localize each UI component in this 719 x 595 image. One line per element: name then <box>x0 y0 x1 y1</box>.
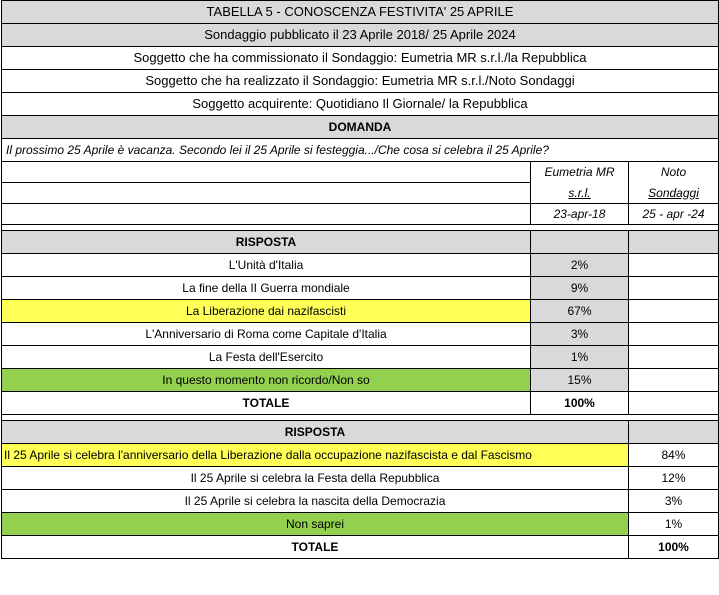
col2-name-line1: Noto <box>629 162 719 183</box>
table-row <box>2 467 719 490</box>
answer-value: 67% <box>531 300 629 323</box>
answer-value: 15% <box>531 369 629 392</box>
answer-label: Non saprei <box>2 513 629 536</box>
section1-total-row <box>2 392 719 415</box>
column-header-blank <box>2 204 531 225</box>
col2-name-line2: Sondaggi <box>629 183 719 204</box>
answer-label: La Liberazione dai nazifascisti <box>2 300 531 323</box>
answer-label: La fine della II Guerra mondiale <box>2 277 531 300</box>
answer-label: La Festa dell'Esercito <box>2 346 531 369</box>
commissioned-info: Soggetto che ha commissionato il Sondaggio: Eumetria MR s.r.l./la Repubblica <box>2 47 719 70</box>
survey-table <box>1 0 719 559</box>
column-header-blank <box>2 162 531 183</box>
table-row <box>2 277 719 300</box>
table-row <box>2 323 719 346</box>
table-row <box>2 254 719 277</box>
answer-value: 84% <box>629 444 719 467</box>
column-date-row <box>2 204 719 225</box>
conducted-info: Soggetto che ha realizzato il Sondaggio: Eumetria MR s.r.l./Noto Sondaggi <box>2 70 719 93</box>
section2-header-row <box>2 421 719 444</box>
column-header-row-2 <box>2 183 719 204</box>
section1-header: RISPOSTA <box>2 231 531 254</box>
commissioned-row <box>2 47 719 70</box>
table-title: TABELLA 5 - CONOSCENZA FESTIVITA' 25 APRILE <box>2 1 719 24</box>
buyer-info: Soggetto acquirente: Quotidiano Il Giornale/ la Repubblica <box>2 93 719 116</box>
total-value: 100% <box>531 392 629 415</box>
col1-date: 23-apr-18 <box>531 204 629 225</box>
answer-value: 3% <box>531 323 629 346</box>
answer-value: 2% <box>531 254 629 277</box>
table-row <box>2 490 719 513</box>
answer-value: 12% <box>629 467 719 490</box>
buyer-row <box>2 93 719 116</box>
column-header-blank <box>2 183 531 204</box>
section2-total-row <box>2 536 719 559</box>
answer-value: 9% <box>531 277 629 300</box>
section1-header-row <box>2 231 719 254</box>
column-header-row-1 <box>2 162 719 183</box>
answer-label: L'Anniversario di Roma come Capitale d'Italia <box>2 323 531 346</box>
col1-name-line2: s.r.l. <box>531 183 629 204</box>
answer-value: 1% <box>531 346 629 369</box>
table-row <box>2 346 719 369</box>
question-label: DOMANDA <box>2 116 719 139</box>
table-row <box>2 300 719 323</box>
question-label-row <box>2 116 719 139</box>
total-value: 100% <box>629 536 719 559</box>
title-row <box>2 1 719 24</box>
conducted-row <box>2 70 719 93</box>
col1-name-line1: Eumetria MR <box>531 162 629 183</box>
survey-table-sheet <box>1 0 718 559</box>
answer-label: Il 25 Aprile si celebra la nascita della Democrazia <box>2 490 629 513</box>
section2-header: RISPOSTA <box>2 421 629 444</box>
question-text: Il prossimo 25 Aprile è vacanza. Secondo lei il 25 Aprile si festeggia.../Che cosa si celebra il 25 Aprile? <box>2 139 719 162</box>
col2-date: 25 - apr -24 <box>629 204 719 225</box>
table-row <box>2 444 719 467</box>
answer-value: 1% <box>629 513 719 536</box>
published-row <box>2 24 719 47</box>
answer-label: In questo momento non ricordo/Non so <box>2 369 531 392</box>
table-row <box>2 369 719 392</box>
question-row <box>2 139 719 162</box>
answer-label: Il 25 Aprile si celebra l'anniversario della Liberazione dalla occupazione nazifascista e dal Fascismo <box>2 444 629 467</box>
total-label: TOTALE <box>2 536 629 559</box>
total-label: TOTALE <box>2 392 531 415</box>
table-row <box>2 513 719 536</box>
published-info: Sondaggio pubblicato il 23 Aprile 2018/ 25 Aprile 2024 <box>2 24 719 47</box>
answer-label: L'Unità d'Italia <box>2 254 531 277</box>
answer-label: Il 25 Aprile si celebra la Festa della Repubblica <box>2 467 629 490</box>
answer-value: 3% <box>629 490 719 513</box>
